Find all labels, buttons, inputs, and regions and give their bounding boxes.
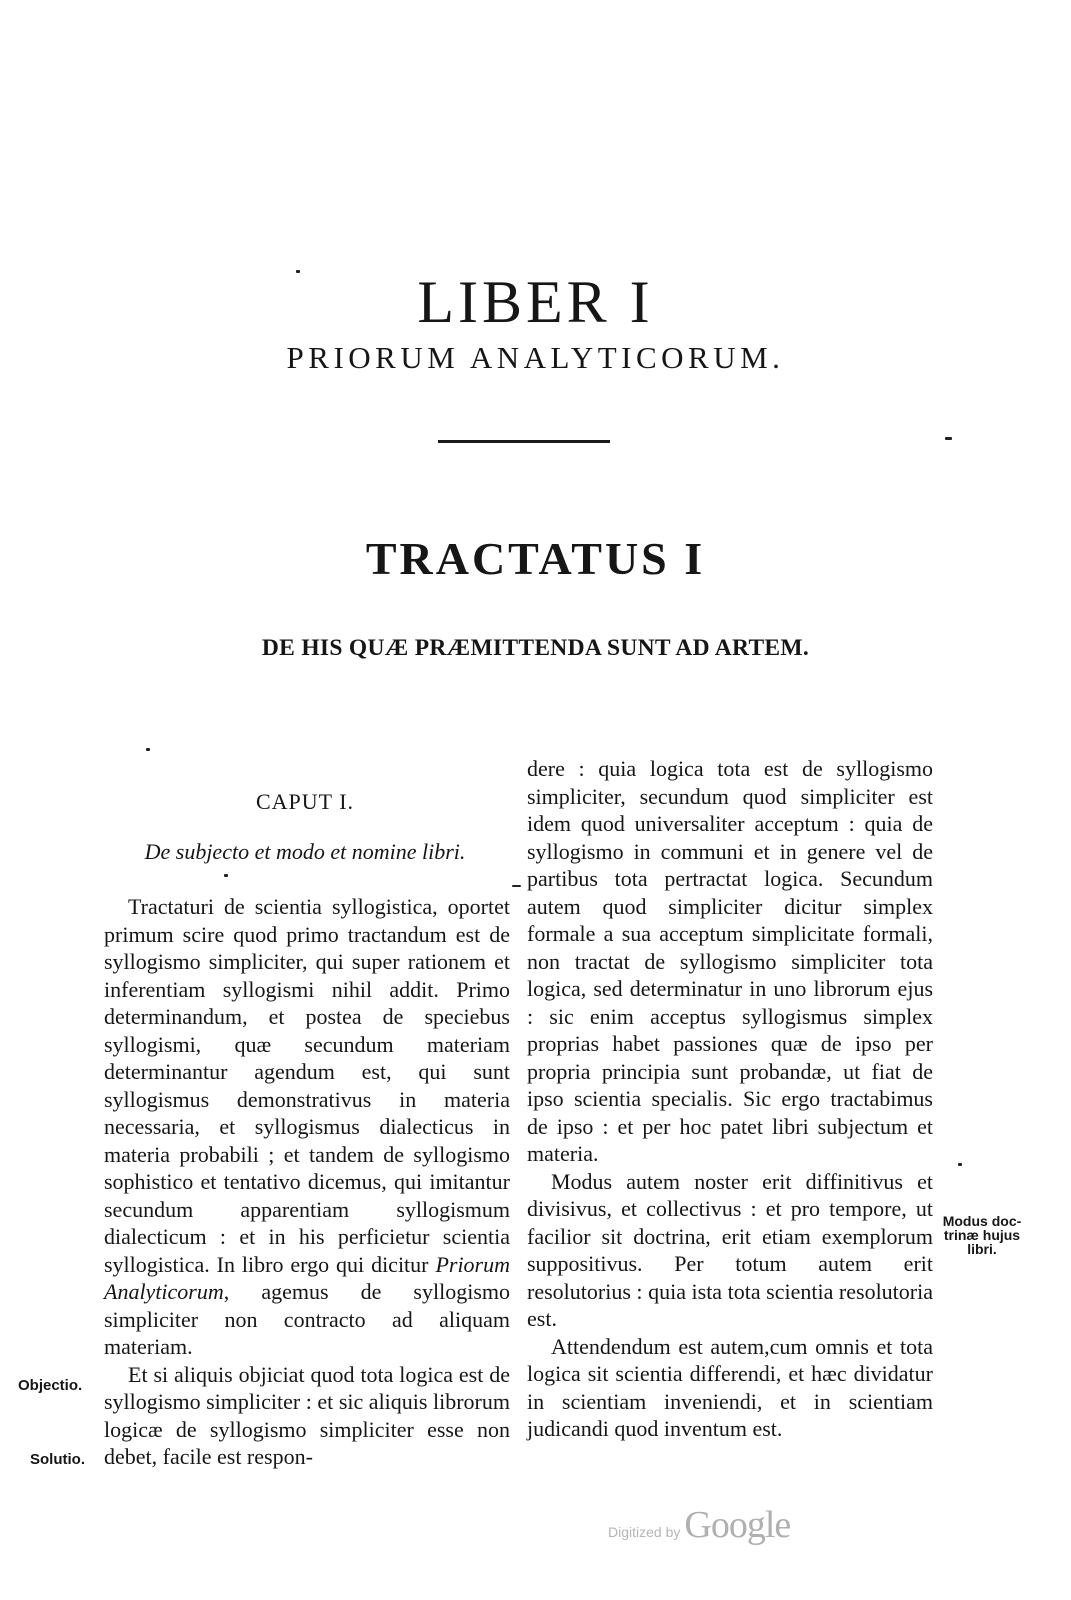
margin-note-solutio: Solutio. xyxy=(30,1451,85,1468)
margin-note-modus xyxy=(932,1214,1032,1256)
paragraph: dere : quia logica tota est de syllogismo simpliciter, secundum quod simpliciter est idem quod universaliter acceptum : quia de syllogismo in communi et in genere vel de partibus tota pertractat logica. Secundum autem quod simpliciter dicitur simplex formale a sua acceptum simplicitate formali, non tractat de syllogismo simpliciter tota logica, sed determinatur in uno librorum ejus : sic enim acceptus syllogismus simplex proprias habet passiones quæ de ipso per propria principia sunt probandæ, ut fiat de ipso scientia specialis. Sic ergo tractabimus de ipso : et per hoc patet libri subjectum et materia. xyxy=(527,756,933,1166)
digitized-label: Digitized by xyxy=(608,1524,681,1540)
paragraph: Attendendum est autem,cum omnis et tota logica sit scientia differendi, et hæc dividatur in scientiam inveniendi, et in scientiam judicandi quod inventum est. xyxy=(527,1333,933,1441)
margin-note-objectio: Objectio. xyxy=(18,1377,83,1394)
print-speck xyxy=(945,437,952,440)
margin-note-line: libri. xyxy=(967,1241,997,1257)
digitized-by-google-watermark xyxy=(608,1503,790,1547)
margin-note-line: trinæ hujus xyxy=(943,1227,1021,1243)
print-speck xyxy=(512,885,521,887)
book-subtitle: PRIORUM ANALYTICORUM. xyxy=(286,340,785,375)
paragraph: Tractaturi de scientia syllogistica, oportet primum scire quod primo tractandum est de syllogismo simpliciter, qui super rationem et inferentiam syllogismi nihil addit. Primo determinandum, et postea de speciebus syllogismi, quæ secundum materiam determinantur agendum est, qui sunt syllogismus demonstrativus in materia necessaria, et syllogismus dialecticus in materia probabili ; et tandem de syllogismo sophistico et tentativo dicemus, qui imitantur secundum apparentiam syllogismum dialecticum : et in his perficietur scientia syllogistica. In libro ergo qui dicitur Priorum Analyticorum, agemus de syllogismo simpliciter non contracto ad aliquam materiam. xyxy=(104,894,510,1359)
chapter-heading: CAPUT I. xyxy=(255,789,355,814)
title-divider xyxy=(438,440,610,443)
google-logo: Google xyxy=(684,1504,791,1546)
chapter-title: De subjecto et modo et nomine libri. xyxy=(144,839,466,864)
print-speck xyxy=(296,270,300,273)
print-speck xyxy=(146,748,150,751)
treatise-subtitle: DE HIS QUÆ PRÆMITTENDA SUNT AD ARTEM. xyxy=(261,635,810,661)
margin-note-line: Modus doc- xyxy=(942,1213,1022,1229)
left-text-column xyxy=(104,893,510,1471)
paragraph: Modus autem noster erit diffinitivus et divisivus, et collectivus : et pro tempore, ut facilior sit doctrina, erit etiam exemplorum suppositivus. Per totum autem erit resolutorius : quia ista tota scientia resolutoria est. xyxy=(527,1168,933,1331)
book-title: LIBER I xyxy=(417,269,654,336)
print-speck xyxy=(224,874,228,877)
right-text-column xyxy=(527,755,933,1443)
treatise-title: TRACTATUS I xyxy=(365,533,706,584)
print-speck xyxy=(958,1163,962,1166)
paragraph: Et si aliquis objiciat quod tota logica est de syllogismo simpliciter : et sic aliquis librorum logicæ de syllogismo simpliciter esse non debet, facile est respon- xyxy=(104,1361,510,1469)
